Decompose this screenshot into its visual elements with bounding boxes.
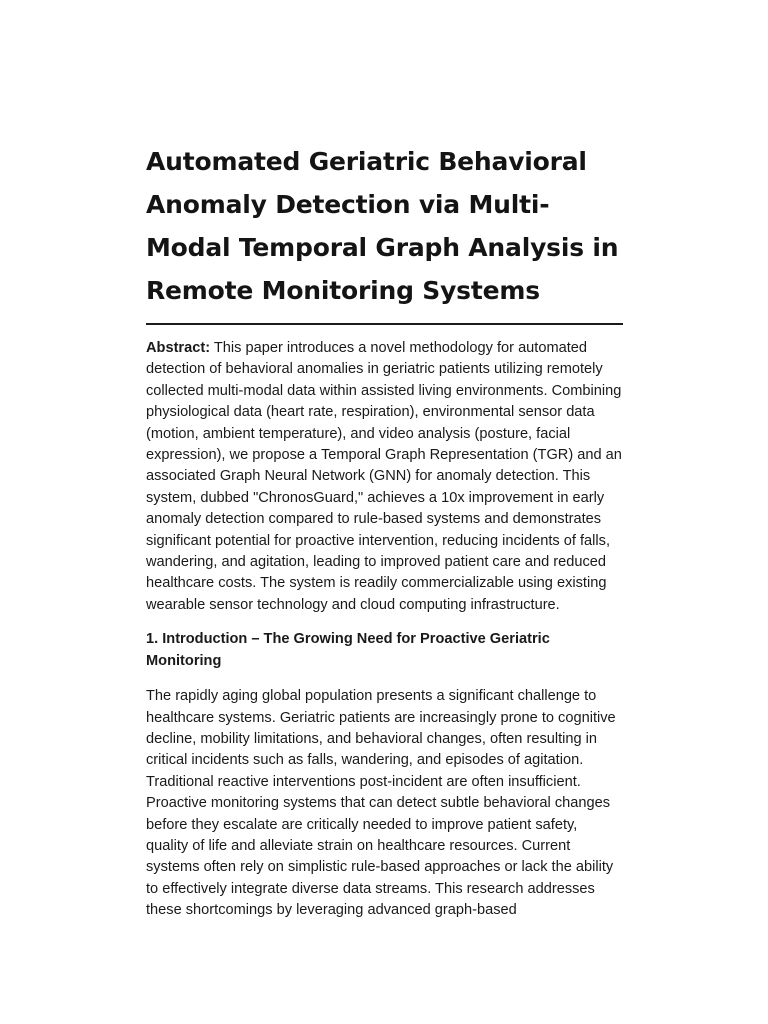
introduction-paragraph: The rapidly aging global population presents a significant challenge to healthcare systems. Geriatric patients are increasingly prone to cognitive decline, mobility limitations, and behavioral changes, often resulting in critical incidents such as falls, wandering, and episodes of agitation. Traditional reactive interventions post-incident are often insufficient. Proactive monitoring systems that can detect subtle behavioral changes before they escalate are critically needed to improve patient safety, quality of life and alleviate strain on healthcare resources. Current systems often rely on simplistic rule-based approaches or lack the ability to effectively integrate diverse data streams. This research addresses these shortcomings by leveraging advanced graph-based xyxy=(146,688,616,919)
abstract-text: This paper introduces a novel methodology for automated detection of behavioral anomalies in geriatric patients utilizing remotely collected multi-modal data within assisted living environments. Combining physiological data (heart rate, respiration), environmental sensor data (motion, ambient temperature), and video analysis (posture, facial expression), we propose a Temporal Graph Representation (TGR) and an associated Graph Neural Network (GNN) for anomaly detection. This system, dubbed "ChronosGuard," achieves a 10x improvement in early anomaly detection compared to rule-based systems and demonstrates significant potential for proactive intervention, reducing incidents of falls, wandering, and agitation, leading to improved patient care and reduced healthcare costs. The system is readily commercializable using existing wearable sensor technology and cloud computing infrastructure. xyxy=(146,340,622,613)
title-divider xyxy=(146,323,623,325)
paper-page xyxy=(146,140,623,922)
section-heading-introduction: 1. Introduction – The Growing Need for Proactive Geriatric Monitoring xyxy=(146,631,550,669)
abstract-label: Abstract: xyxy=(146,340,211,356)
abstract-paragraph xyxy=(146,338,623,616)
paper-title: Automated Geriatric Behavioral Anomaly Detection via Multi-Modal Temporal Graph Analysis in Remote Monitoring Systems xyxy=(146,147,619,305)
